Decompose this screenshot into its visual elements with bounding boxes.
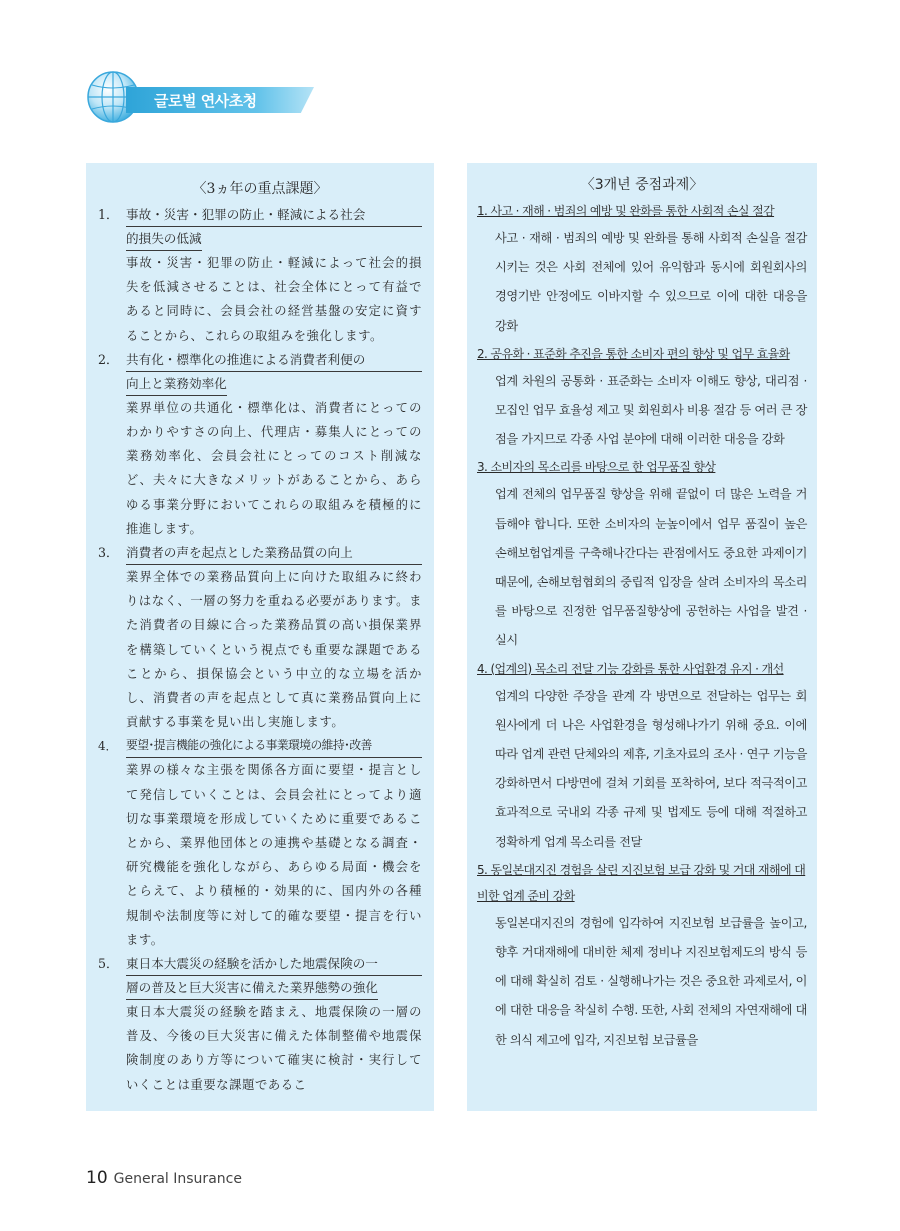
item-body: 事故・災害・犯罪の防止・軽減によって社会的損失を低減させることは、社会全体にとって有益であると同時に、会員会社の経営基盤の安定に資することから、これらの取組みを強化します。	[126, 256, 422, 343]
item-title: 事故・災害・犯罪の防止・軽減による社会	[126, 203, 422, 227]
item-title: 1. 사고 · 재해 · 범죄의 예방 및 완화를 통한 사회적 손실 절감	[477, 204, 775, 218]
left-item-3	[98, 541, 422, 734]
item-number: 3．	[98, 545, 119, 561]
right-item-4	[477, 656, 807, 857]
item-number: 5．	[98, 956, 119, 972]
right-item-5	[477, 857, 807, 1055]
left-item-5	[98, 952, 422, 1097]
item-number: 1．	[98, 207, 119, 222]
item-title: 消費者の声を起点とした業務品質の向上	[126, 541, 422, 565]
item-number: 2．	[98, 351, 119, 367]
item-title: 向上と業務効率化	[126, 372, 227, 396]
item-title: 的損失の低減	[126, 227, 202, 251]
left-item-4	[98, 734, 422, 952]
right-column-korean	[467, 163, 817, 1111]
item-title: 東日本大震災の経験を活かした地震保険の一	[126, 952, 422, 976]
item-body: 업계 차원의 공통화 · 표준화는 소비자 이해도 향상, 대리점 · 모집인 업무 효율성 제고 및 회원회사 비용 절감 등 여러 큰 장점을 가지므로 각종 사업 분야에 대해 이러한 대응을 강화	[495, 373, 807, 447]
item-title: 要望･提言機能の強化による事業環境の維持･改善	[126, 734, 422, 758]
item-title: 共有化・標準化の推進による消費者利便の	[126, 348, 422, 372]
page-number: 10	[86, 1168, 108, 1188]
section-title: 글로벌 연사초청	[154, 92, 257, 110]
section-header	[86, 70, 286, 126]
item-body: 업계 전체의 업무품질 향상을 위해 끝없이 더 많은 노력을 거듭해야 합니다. 또한 소비자의 눈높이에서 업무 품질이 높은 손해보험업계를 구축해나간다는 관점에서도 중요한 과제이기 때문에, 손해보험협회의 중립적 입장을 살려 소비자의 목소리를 바탕으로 진정한 업무품질향상에 공헌하는 사업을 발견 · 실시	[495, 487, 807, 648]
right-item-3	[477, 454, 807, 655]
left-item-2	[98, 348, 422, 541]
page-footer	[86, 1168, 242, 1188]
item-body: 業界全体での業務品質向上に向けた取組みに終わりはなく、一層の努力を重ねる必要があります。また消費者の目線に合った業務品質の高い損保業界を構築していくという視点でも重要な課題であることから、損保協会という中立的な立場を活かし、消費者の声を起点として真に業務品質向上に貢献する事業を見い出し実施します。	[126, 570, 422, 730]
item-body: 사고 · 재해 · 범죄의 예방 및 완화를 통해 사회적 손실을 절감시키는 것은 사회 전체에 있어 유익함과 동시에 회원회사의 경영기반 안정에도 이바지할 수 있으므로 이에 대한 대응을 강화	[495, 231, 807, 333]
left-heading: 〈3ヵ年の重点課題〉	[192, 181, 328, 197]
item-body: 동일본대지진의 경험에 입각하여 지진보험 보급률을 높이고, 향후 거대재해에 대비한 체제 정비나 지진보험제도의 방식 등에 대해 확실히 검토 · 실행해나가는 것은 중요한 과제로서, 이에 대한 대응을 착실히 수행. 또한, 사회 전체의 자연재해에 대한 의식 제고에 입각, 지진보험 보급률을	[495, 915, 807, 1047]
publication-name: General Insurance	[113, 1171, 242, 1187]
item-number: 4．	[98, 739, 118, 754]
item-title: 5. 동일본대지진 경험을 살린 지진보험 보급 강화 및 거대 재해에 대비한 업계 준비 강화	[477, 862, 806, 903]
item-title: 2. 공유화 · 표준화 추진을 통한 소비자 편의 향상 및 업무 효율화	[477, 346, 790, 361]
item-body: 업계의 다양한 주장을 관계 각 방면으로 전달하는 업무는 회원사에게 더 나은 사업환경을 형성해나가기 위해 중요. 이에 따라 업계 관련 단체와의 제휴, 기초자료의 조사 · 연구 기능을 강화하면서 다방면에 걸쳐 기회를 포착하여, 보다 적극적이고 효과적으로 국내외 각종 규제 및 법제도 등에 대해 적절하고 정확하게 업계 목소리를 전달	[495, 688, 807, 849]
item-body: 業界の様々な主張を関係各方面に要望・提言として発信していくことは、会員会社にとってより適切な事業環境を形成していくために重要であることから、業界他団体との連携や基礎となる調査・研究機能を強化しながら、あらゆる局面・機会をとらえて、より積極的・効果的に、国内外の各種規制や法制度等に対して的確な要望・提言を行います。	[126, 763, 422, 947]
right-item-2	[477, 341, 807, 455]
item-body: 東日本大震災の経験を踏まえ、地震保険の一層の普及、今後の巨大災害に備えた体制整備や地震保険制度のあり方等について確実に検討・実行していくことは重要な課題であるこ	[126, 1005, 422, 1092]
left-item-1	[98, 203, 422, 348]
left-column-japanese	[86, 163, 434, 1111]
item-title: 層の普及と巨大災害に備えた業界態勢の強化	[126, 976, 378, 1000]
item-title: 4. (업계의) 목소리 전달 기능 강화를 통한 사업환경 유지 · 개선	[477, 661, 784, 676]
item-body: 業界単位の共通化・標準化は、消費者にとってのわかりやすさの向上、代理店・募集人にとっての業務効率化、会員会社にとってのコスト削減など、夫々に大きなメリットがあることから、あらゆる事業分野においてこれらの取組みを積極的に推進します。	[126, 400, 422, 536]
right-heading: 〈3개년 중점과제〉	[580, 177, 704, 193]
right-item-1	[477, 198, 807, 341]
item-title: 3. 소비자의 목소리를 바탕으로 한 업무품질 향상	[477, 460, 716, 475]
